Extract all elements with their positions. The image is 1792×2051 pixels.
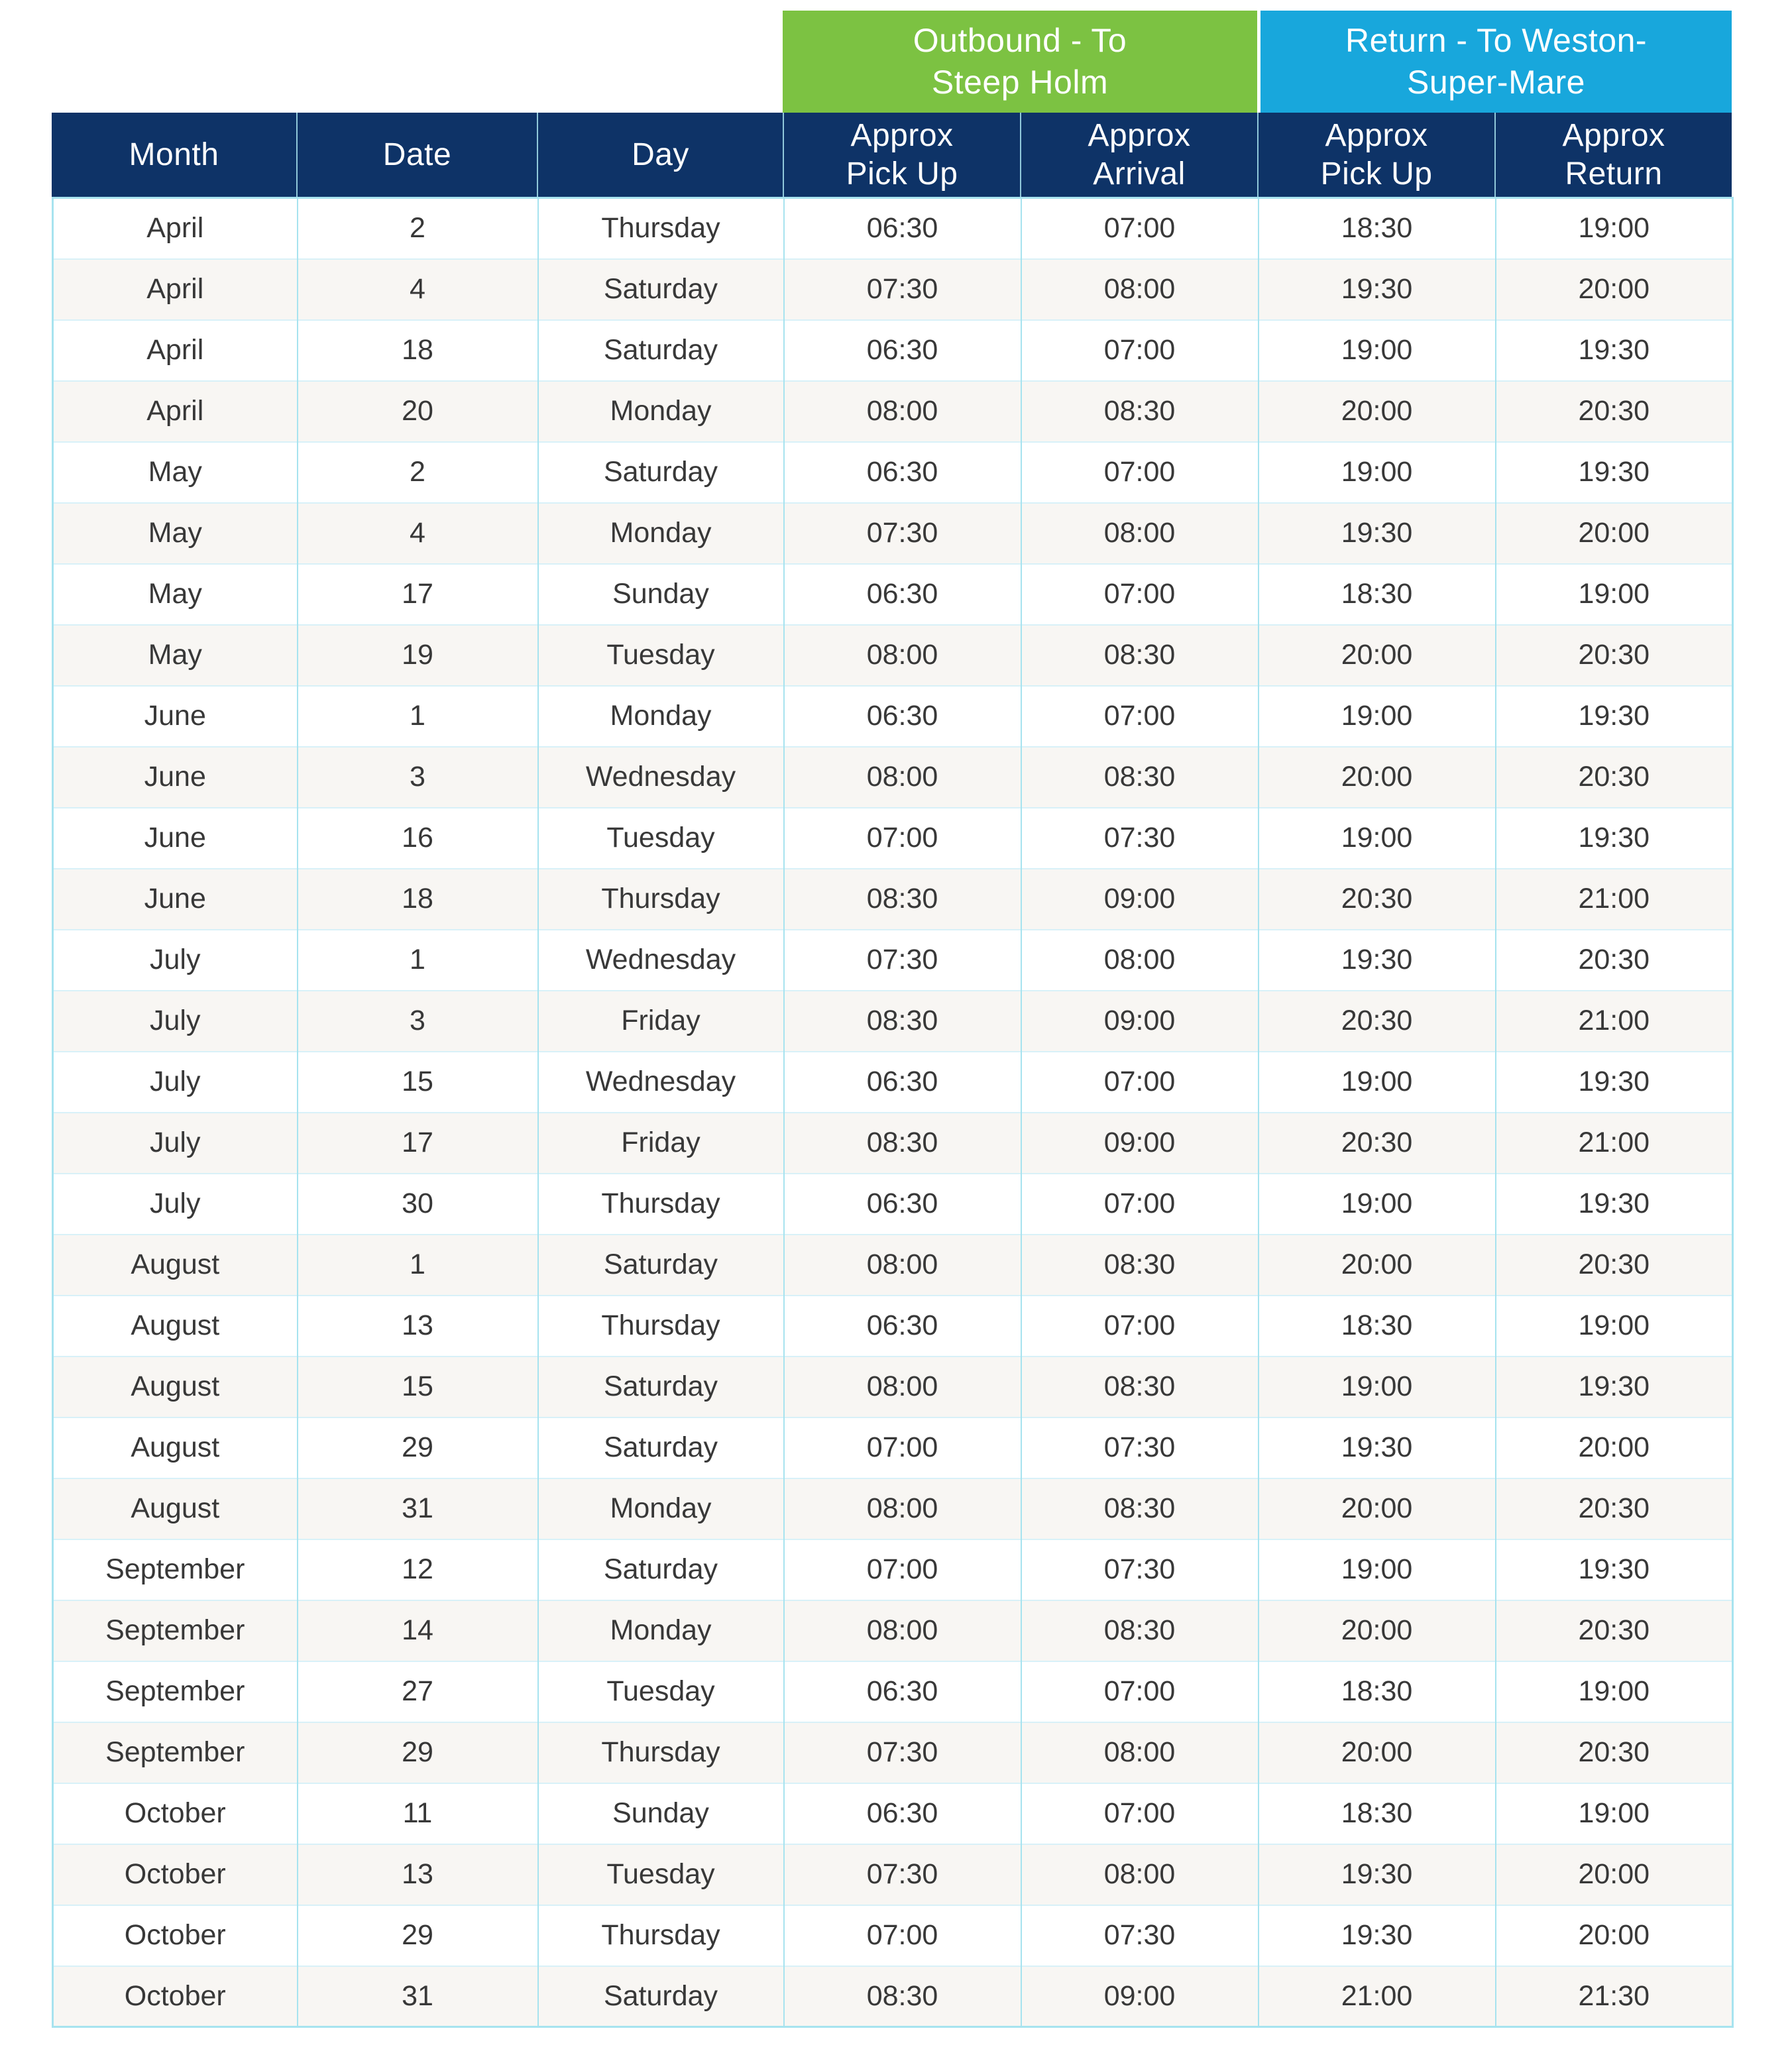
cell-outbound-pickup: 08:00 bbox=[784, 1235, 1021, 1296]
cell-return-pickup: 20:00 bbox=[1259, 1722, 1496, 1783]
table-row bbox=[53, 1174, 1733, 1235]
cell-outbound-arrival: 08:30 bbox=[1021, 381, 1259, 442]
cell-date: 1 bbox=[298, 1235, 538, 1296]
cell-outbound-pickup: 08:00 bbox=[784, 625, 1021, 686]
cell-return-return: 20:30 bbox=[1496, 1722, 1733, 1783]
cell-month: August bbox=[53, 1478, 298, 1539]
cell-return-return: 20:30 bbox=[1496, 930, 1733, 991]
cell-outbound-pickup: 08:30 bbox=[784, 869, 1021, 930]
cell-outbound-arrival: 08:30 bbox=[1021, 1478, 1259, 1539]
table-row bbox=[53, 1478, 1733, 1539]
cell-outbound-arrival: 08:00 bbox=[1021, 1722, 1259, 1783]
cell-return-pickup: 19:00 bbox=[1259, 808, 1496, 869]
cell-outbound-arrival: 07:30 bbox=[1021, 1539, 1259, 1600]
cell-date: 18 bbox=[298, 869, 538, 930]
cell-day: Wednesday bbox=[538, 930, 784, 991]
cell-month: June bbox=[53, 686, 298, 747]
cell-return-pickup: 19:30 bbox=[1259, 1844, 1496, 1905]
cell-return-return: 19:00 bbox=[1496, 1296, 1733, 1357]
cell-return-pickup: 18:30 bbox=[1259, 564, 1496, 625]
cell-date: 12 bbox=[298, 1539, 538, 1600]
cell-date: 3 bbox=[298, 991, 538, 1052]
cell-date: 16 bbox=[298, 808, 538, 869]
table-row bbox=[53, 1661, 1733, 1722]
cell-return-return: 20:00 bbox=[1496, 1844, 1733, 1905]
cell-outbound-pickup: 08:00 bbox=[784, 747, 1021, 808]
cell-outbound-pickup: 06:30 bbox=[784, 564, 1021, 625]
column-header-outbound-pickup bbox=[783, 113, 1020, 197]
timetable-body bbox=[53, 198, 1733, 2027]
cell-date: 17 bbox=[298, 564, 538, 625]
cell-outbound-arrival: 08:30 bbox=[1021, 1357, 1259, 1417]
cell-return-return: 20:00 bbox=[1496, 259, 1733, 320]
cell-day: Tuesday bbox=[538, 625, 784, 686]
outbound-group-header-line1: Outbound - To bbox=[913, 22, 1127, 59]
column-header-month bbox=[52, 113, 296, 197]
cell-outbound-pickup: 08:00 bbox=[784, 381, 1021, 442]
cell-return-pickup: 20:00 bbox=[1259, 1600, 1496, 1661]
cell-outbound-arrival: 09:00 bbox=[1021, 1966, 1259, 2027]
cell-date: 13 bbox=[298, 1296, 538, 1357]
column-header-return-pickup bbox=[1257, 113, 1494, 197]
cell-date: 15 bbox=[298, 1357, 538, 1417]
cell-return-return: 19:30 bbox=[1496, 1539, 1733, 1600]
cell-day: Thursday bbox=[538, 1296, 784, 1357]
cell-date: 31 bbox=[298, 1966, 538, 2027]
cell-month: August bbox=[53, 1357, 298, 1417]
cell-outbound-arrival: 07:30 bbox=[1021, 808, 1259, 869]
cell-month: June bbox=[53, 747, 298, 808]
cell-date: 17 bbox=[298, 1113, 538, 1174]
cell-return-return: 20:30 bbox=[1496, 1478, 1733, 1539]
table-row bbox=[53, 1113, 1733, 1174]
table-row bbox=[53, 259, 1733, 320]
cell-month: April bbox=[53, 381, 298, 442]
cell-outbound-pickup: 06:30 bbox=[784, 442, 1021, 503]
cell-date: 13 bbox=[298, 1844, 538, 1905]
cell-day: Monday bbox=[538, 1600, 784, 1661]
cell-return-return: 19:30 bbox=[1496, 320, 1733, 381]
cell-outbound-pickup: 07:00 bbox=[784, 1417, 1021, 1478]
column-header-return-return-line1: Approx bbox=[1562, 117, 1665, 153]
cell-day: Monday bbox=[538, 503, 784, 564]
column-header-return-return-line2: Return bbox=[1565, 156, 1663, 192]
cell-outbound-arrival: 09:00 bbox=[1021, 869, 1259, 930]
cell-outbound-arrival: 08:00 bbox=[1021, 259, 1259, 320]
cell-day: Friday bbox=[538, 991, 784, 1052]
outbound-group-header-line2: Steep Holm bbox=[931, 64, 1109, 101]
cell-outbound-arrival: 08:30 bbox=[1021, 1235, 1259, 1296]
cell-return-return: 19:30 bbox=[1496, 1357, 1733, 1417]
cell-return-return: 19:00 bbox=[1496, 1661, 1733, 1722]
table-row bbox=[53, 442, 1733, 503]
cell-outbound-arrival: 07:00 bbox=[1021, 1296, 1259, 1357]
cell-outbound-pickup: 06:30 bbox=[784, 1174, 1021, 1235]
cell-day: Wednesday bbox=[538, 747, 784, 808]
cell-day: Wednesday bbox=[538, 1052, 784, 1113]
cell-return-pickup: 19:30 bbox=[1259, 259, 1496, 320]
cell-month: June bbox=[53, 808, 298, 869]
cell-month: August bbox=[53, 1296, 298, 1357]
cell-outbound-arrival: 07:00 bbox=[1021, 1783, 1259, 1844]
cell-outbound-arrival: 07:00 bbox=[1021, 442, 1259, 503]
cell-day: Tuesday bbox=[538, 1844, 784, 1905]
column-header-outbound-arrival bbox=[1020, 113, 1257, 197]
table-row bbox=[53, 930, 1733, 991]
table-row bbox=[53, 1417, 1733, 1478]
cell-return-pickup: 19:00 bbox=[1259, 1539, 1496, 1600]
cell-day: Monday bbox=[538, 686, 784, 747]
cell-month: July bbox=[53, 991, 298, 1052]
cell-outbound-pickup: 08:30 bbox=[784, 1113, 1021, 1174]
table-row bbox=[53, 1052, 1733, 1113]
cell-outbound-arrival: 08:00 bbox=[1021, 930, 1259, 991]
cell-outbound-pickup: 07:30 bbox=[784, 503, 1021, 564]
cell-return-pickup: 18:30 bbox=[1259, 1661, 1496, 1722]
cell-return-pickup: 19:30 bbox=[1259, 930, 1496, 991]
cell-outbound-pickup: 07:00 bbox=[784, 1905, 1021, 1966]
cell-return-return: 19:30 bbox=[1496, 1174, 1733, 1235]
cell-month: September bbox=[53, 1722, 298, 1783]
cell-return-pickup: 19:00 bbox=[1259, 1052, 1496, 1113]
cell-outbound-pickup: 06:30 bbox=[784, 1661, 1021, 1722]
cell-date: 4 bbox=[298, 503, 538, 564]
cell-return-pickup: 18:30 bbox=[1259, 1296, 1496, 1357]
outbound-group-header bbox=[783, 11, 1257, 113]
cell-month: October bbox=[53, 1905, 298, 1966]
cell-month: September bbox=[53, 1600, 298, 1661]
column-header-date-label: Date bbox=[382, 137, 452, 172]
cell-return-return: 20:00 bbox=[1496, 503, 1733, 564]
cell-outbound-arrival: 07:30 bbox=[1021, 1417, 1259, 1478]
cell-return-return: 19:30 bbox=[1496, 442, 1733, 503]
cell-return-pickup: 18:30 bbox=[1259, 198, 1496, 259]
table-row bbox=[53, 1722, 1733, 1783]
cell-month: April bbox=[53, 198, 298, 259]
cell-return-return: 21:00 bbox=[1496, 1113, 1733, 1174]
direction-banner bbox=[52, 11, 1732, 113]
cell-day: Friday bbox=[538, 1113, 784, 1174]
cell-day: Monday bbox=[538, 1478, 784, 1539]
cell-outbound-pickup: 06:30 bbox=[784, 198, 1021, 259]
cell-date: 4 bbox=[298, 259, 538, 320]
table-row bbox=[53, 503, 1733, 564]
cell-date: 19 bbox=[298, 625, 538, 686]
cell-day: Saturday bbox=[538, 1539, 784, 1600]
cell-return-return: 20:00 bbox=[1496, 1417, 1733, 1478]
cell-return-return: 19:30 bbox=[1496, 686, 1733, 747]
cell-return-pickup: 19:30 bbox=[1259, 503, 1496, 564]
cell-day: Thursday bbox=[538, 1174, 784, 1235]
cell-month: May bbox=[53, 503, 298, 564]
cell-month: April bbox=[53, 259, 298, 320]
cell-return-pickup: 19:00 bbox=[1259, 1357, 1496, 1417]
column-header-outbound-pickup-line1: Approx bbox=[850, 117, 954, 153]
cell-date: 3 bbox=[298, 747, 538, 808]
cell-outbound-arrival: 08:00 bbox=[1021, 503, 1259, 564]
cell-date: 29 bbox=[298, 1722, 538, 1783]
cell-outbound-pickup: 07:30 bbox=[784, 930, 1021, 991]
cell-outbound-pickup: 07:30 bbox=[784, 1722, 1021, 1783]
cell-date: 18 bbox=[298, 320, 538, 381]
cell-day: Tuesday bbox=[538, 808, 784, 869]
cell-return-pickup: 20:30 bbox=[1259, 1113, 1496, 1174]
cell-outbound-pickup: 06:30 bbox=[784, 320, 1021, 381]
cell-month: September bbox=[53, 1661, 298, 1722]
cell-date: 27 bbox=[298, 1661, 538, 1722]
cell-return-return: 20:30 bbox=[1496, 625, 1733, 686]
column-header-outbound-pickup-line2: Pick Up bbox=[846, 156, 958, 192]
cell-outbound-pickup: 07:00 bbox=[784, 808, 1021, 869]
cell-month: July bbox=[53, 1113, 298, 1174]
column-header-outbound-arrival-line1: Approx bbox=[1088, 117, 1191, 153]
cell-day: Thursday bbox=[538, 1905, 784, 1966]
cell-day: Saturday bbox=[538, 1966, 784, 2027]
cell-return-pickup: 19:00 bbox=[1259, 442, 1496, 503]
column-header-return-pickup-line2: Pick Up bbox=[1320, 156, 1433, 192]
cell-date: 14 bbox=[298, 1600, 538, 1661]
cell-month: May bbox=[53, 442, 298, 503]
cell-day: Monday bbox=[538, 381, 784, 442]
cell-return-pickup: 19:30 bbox=[1259, 1417, 1496, 1478]
column-header-outbound-arrival-line2: Arrival bbox=[1093, 156, 1186, 192]
cell-month: July bbox=[53, 1052, 298, 1113]
table-row bbox=[53, 991, 1733, 1052]
timetable-grid bbox=[52, 197, 1734, 2028]
table-row bbox=[53, 1783, 1733, 1844]
cell-return-return: 19:00 bbox=[1496, 1783, 1733, 1844]
cell-outbound-arrival: 07:00 bbox=[1021, 1174, 1259, 1235]
cell-date: 15 bbox=[298, 1052, 538, 1113]
cell-return-pickup: 20:00 bbox=[1259, 381, 1496, 442]
cell-return-return: 20:30 bbox=[1496, 1600, 1733, 1661]
cell-date: 1 bbox=[298, 930, 538, 991]
cell-outbound-arrival: 07:30 bbox=[1021, 1905, 1259, 1966]
cell-outbound-pickup: 07:30 bbox=[784, 259, 1021, 320]
cell-outbound-pickup: 06:30 bbox=[784, 1296, 1021, 1357]
table-row bbox=[53, 1600, 1733, 1661]
cell-day: Saturday bbox=[538, 1235, 784, 1296]
table-row bbox=[53, 1905, 1733, 1966]
cell-return-return: 19:30 bbox=[1496, 808, 1733, 869]
cell-return-return: 20:00 bbox=[1496, 1905, 1733, 1966]
cell-day: Saturday bbox=[538, 442, 784, 503]
cell-date: 29 bbox=[298, 1905, 538, 1966]
cell-date: 11 bbox=[298, 1783, 538, 1844]
column-header-date bbox=[296, 113, 537, 197]
cell-return-pickup: 19:00 bbox=[1259, 1174, 1496, 1235]
cell-month: April bbox=[53, 320, 298, 381]
cell-month: July bbox=[53, 1174, 298, 1235]
cell-month: June bbox=[53, 869, 298, 930]
cell-day: Tuesday bbox=[538, 1661, 784, 1722]
cell-day: Saturday bbox=[538, 1417, 784, 1478]
cell-month: July bbox=[53, 930, 298, 991]
cell-outbound-pickup: 07:00 bbox=[784, 1539, 1021, 1600]
cell-outbound-pickup: 08:00 bbox=[784, 1357, 1021, 1417]
cell-outbound-pickup: 08:30 bbox=[784, 1966, 1021, 2027]
cell-outbound-pickup: 08:30 bbox=[784, 991, 1021, 1052]
cell-outbound-arrival: 07:00 bbox=[1021, 1661, 1259, 1722]
cell-day: Saturday bbox=[538, 320, 784, 381]
cell-return-pickup: 19:00 bbox=[1259, 320, 1496, 381]
table-row bbox=[53, 686, 1733, 747]
cell-return-pickup: 21:00 bbox=[1259, 1966, 1496, 2027]
table-row bbox=[53, 1357, 1733, 1417]
column-header-day-label: Day bbox=[632, 137, 689, 172]
table-row bbox=[53, 1844, 1733, 1905]
cell-month: August bbox=[53, 1235, 298, 1296]
return-group-header-line1: Return - To Weston- bbox=[1345, 22, 1648, 59]
table-row bbox=[53, 320, 1733, 381]
cell-return-return: 21:00 bbox=[1496, 869, 1733, 930]
cell-outbound-pickup: 07:30 bbox=[784, 1844, 1021, 1905]
column-header-day bbox=[537, 113, 783, 197]
cell-date: 2 bbox=[298, 442, 538, 503]
cell-date: 29 bbox=[298, 1417, 538, 1478]
cell-day: Thursday bbox=[538, 869, 784, 930]
cell-day: Thursday bbox=[538, 198, 784, 259]
cell-return-pickup: 20:00 bbox=[1259, 1235, 1496, 1296]
column-header-return-pickup-line1: Approx bbox=[1325, 117, 1428, 153]
cell-outbound-pickup: 06:30 bbox=[784, 686, 1021, 747]
cell-return-return: 20:30 bbox=[1496, 1235, 1733, 1296]
table-row bbox=[53, 1296, 1733, 1357]
cell-month: October bbox=[53, 1966, 298, 2027]
cell-day: Thursday bbox=[538, 1722, 784, 1783]
column-header-row bbox=[52, 113, 1732, 197]
cell-return-return: 20:30 bbox=[1496, 747, 1733, 808]
table-row bbox=[53, 1235, 1733, 1296]
cell-outbound-arrival: 07:00 bbox=[1021, 564, 1259, 625]
cell-date: 1 bbox=[298, 686, 538, 747]
table-row bbox=[53, 625, 1733, 686]
cell-date: 31 bbox=[298, 1478, 538, 1539]
cell-month: September bbox=[53, 1539, 298, 1600]
cell-return-return: 21:30 bbox=[1496, 1966, 1733, 2027]
cell-day: Sunday bbox=[538, 1783, 784, 1844]
cell-outbound-arrival: 08:30 bbox=[1021, 747, 1259, 808]
cell-day: Saturday bbox=[538, 1357, 784, 1417]
cell-return-return: 19:30 bbox=[1496, 1052, 1733, 1113]
cell-date: 2 bbox=[298, 198, 538, 259]
cell-month: May bbox=[53, 625, 298, 686]
cell-date: 20 bbox=[298, 381, 538, 442]
cell-return-return: 20:30 bbox=[1496, 381, 1733, 442]
cell-outbound-arrival: 08:30 bbox=[1021, 1600, 1259, 1661]
table-row bbox=[53, 808, 1733, 869]
cell-outbound-arrival: 08:00 bbox=[1021, 1844, 1259, 1905]
cell-outbound-arrival: 09:00 bbox=[1021, 991, 1259, 1052]
cell-outbound-arrival: 07:00 bbox=[1021, 320, 1259, 381]
cell-month: May bbox=[53, 564, 298, 625]
cell-return-pickup: 18:30 bbox=[1259, 1783, 1496, 1844]
cell-outbound-arrival: 09:00 bbox=[1021, 1113, 1259, 1174]
cell-outbound-pickup: 08:00 bbox=[784, 1478, 1021, 1539]
cell-return-pickup: 20:30 bbox=[1259, 991, 1496, 1052]
table-row bbox=[53, 1966, 1733, 2027]
cell-date: 30 bbox=[298, 1174, 538, 1235]
cell-outbound-arrival: 07:00 bbox=[1021, 198, 1259, 259]
cell-outbound-arrival: 08:30 bbox=[1021, 625, 1259, 686]
cell-return-return: 21:00 bbox=[1496, 991, 1733, 1052]
cell-day: Saturday bbox=[538, 259, 784, 320]
table-row bbox=[53, 564, 1733, 625]
cell-outbound-pickup: 06:30 bbox=[784, 1783, 1021, 1844]
table-row bbox=[53, 1539, 1733, 1600]
cell-return-pickup: 20:00 bbox=[1259, 1478, 1496, 1539]
cell-return-pickup: 20:30 bbox=[1259, 869, 1496, 930]
return-group-header bbox=[1257, 11, 1732, 113]
timetable bbox=[52, 11, 1732, 2028]
table-row bbox=[53, 747, 1733, 808]
cell-return-return: 19:00 bbox=[1496, 198, 1733, 259]
cell-outbound-arrival: 07:00 bbox=[1021, 1052, 1259, 1113]
cell-return-pickup: 20:00 bbox=[1259, 747, 1496, 808]
table-row bbox=[53, 198, 1733, 259]
cell-month: August bbox=[53, 1417, 298, 1478]
cell-month: October bbox=[53, 1783, 298, 1844]
cell-return-pickup: 19:30 bbox=[1259, 1905, 1496, 1966]
cell-outbound-arrival: 07:00 bbox=[1021, 686, 1259, 747]
column-header-month-label: Month bbox=[129, 137, 219, 172]
cell-outbound-pickup: 08:00 bbox=[784, 1600, 1021, 1661]
cell-return-pickup: 19:00 bbox=[1259, 686, 1496, 747]
cell-outbound-pickup: 06:30 bbox=[784, 1052, 1021, 1113]
column-header-return-return bbox=[1494, 113, 1732, 197]
table-row bbox=[53, 381, 1733, 442]
cell-month: October bbox=[53, 1844, 298, 1905]
cell-return-pickup: 20:00 bbox=[1259, 625, 1496, 686]
cell-day: Sunday bbox=[538, 564, 784, 625]
table-row bbox=[53, 869, 1733, 930]
return-group-header-line2: Super-Mare bbox=[1407, 64, 1585, 101]
cell-return-return: 19:00 bbox=[1496, 564, 1733, 625]
